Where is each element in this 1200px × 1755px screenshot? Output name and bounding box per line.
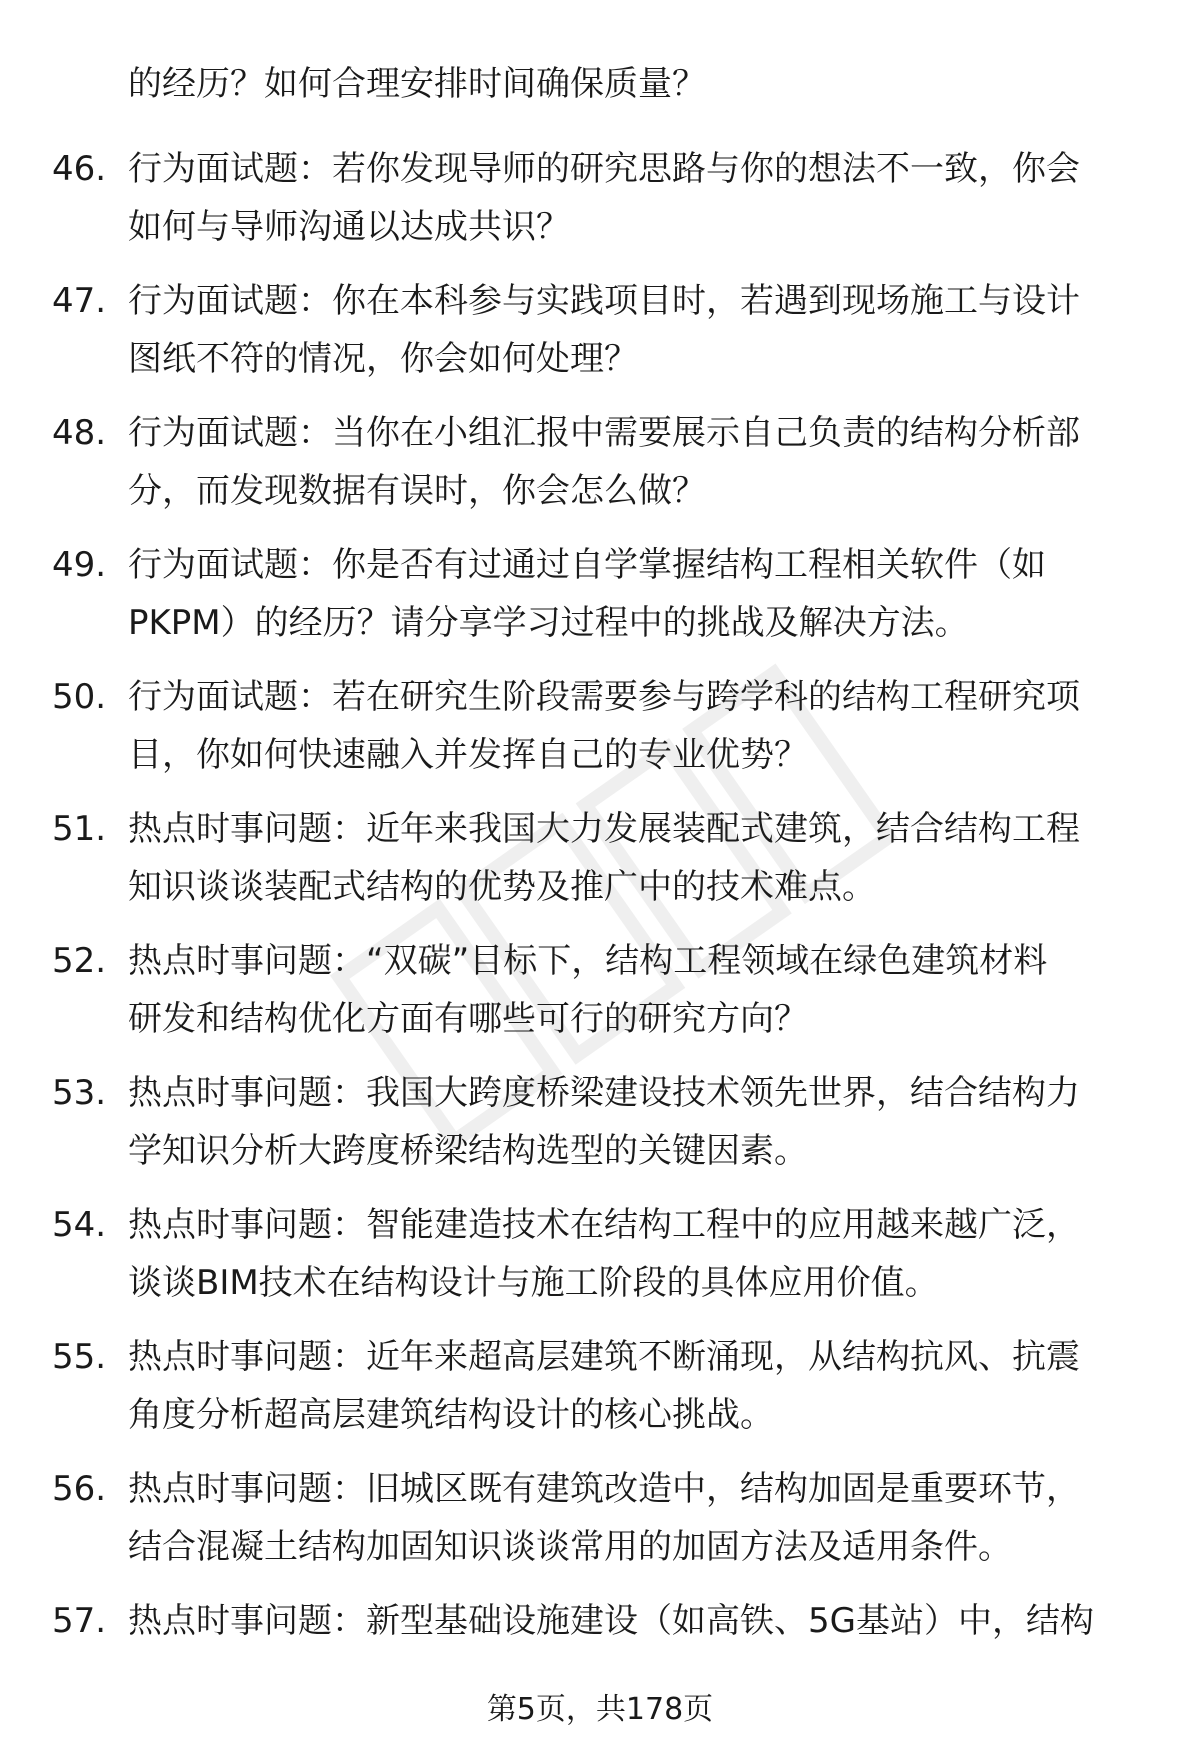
question-number: 48. (52, 413, 107, 453)
question-text (128, 1064, 1148, 1180)
question-text-line: 热点时事问题：我国大跨度桥梁建设技术领先世界，结合结构力 (128, 1073, 1080, 1113)
question-text-line: 角度分析超高层建筑结构设计的核心挑战。 (128, 1395, 774, 1435)
page-footer: 第5页，共178页 (486, 1692, 714, 1727)
question-number: 56. (52, 1469, 107, 1509)
question-list (0, 140, 1200, 1724)
question-text (128, 140, 1148, 256)
question-number: 50. (52, 677, 107, 717)
question-item (0, 932, 1200, 1064)
question-text (128, 932, 1148, 1048)
question-item (0, 800, 1200, 932)
question-text-line: 行为面试题：当你在小组汇报中需要展示自己负责的结构分析部 (128, 413, 1080, 453)
question-number: 46. (52, 149, 107, 189)
question-text-line: 热点时事问题：“双碳”目标下，结构工程领域在绿色建筑材料 (128, 941, 1048, 981)
question-number: 57. (52, 1601, 107, 1641)
question-text-line: 热点时事问题：近年来超高层建筑不断涌现，从结构抗风、抗震 (128, 1337, 1080, 1377)
question-text-line: 学知识分析大跨度桥梁结构选型的关键因素。 (128, 1131, 808, 1171)
question-text (128, 668, 1148, 784)
question-text-line: 热点时事问题：新型基础设施建设（如高铁、5G基站）中，结构 (128, 1601, 1094, 1641)
question-text (128, 800, 1148, 916)
question-text-line: 行为面试题：你是否有过通过自学掌握结构工程相关软件（如 (128, 545, 1046, 585)
question-text-line: 图纸不符的情况，你会如何处理？ (128, 339, 638, 379)
question-text-line: 行为面试题：若你发现导师的研究思路与你的想法不一致，你会 (128, 149, 1080, 189)
question-text (128, 536, 1148, 652)
question-number: 52. (52, 941, 107, 981)
question-item (0, 1196, 1200, 1328)
question-text (128, 1196, 1148, 1312)
question-text-line: 行为面试题：若在研究生阶段需要参与跨学科的结构工程研究项 (128, 677, 1080, 717)
question-text (128, 1328, 1148, 1444)
question-text-line: 热点时事问题：近年来我国大力发展装配式建筑，结合结构工程 (128, 809, 1080, 849)
continuation-text: 的经历？如何合理安排时间确保质量？ (128, 64, 706, 104)
question-item (0, 536, 1200, 668)
question-number: 55. (52, 1337, 107, 1377)
question-item (0, 1064, 1200, 1196)
question-number: 53. (52, 1073, 107, 1113)
question-item (0, 272, 1200, 404)
question-text-line: 热点时事问题：旧城区既有建筑改造中，结构加固是重要环节， (128, 1469, 1080, 1509)
question-text-line: 如何与导师沟通以达成共识？ (128, 207, 570, 247)
question-item (0, 140, 1200, 272)
question-number: 51. (52, 809, 107, 849)
question-text-line: 目，你如何快速融入并发挥自己的专业优势？ (128, 735, 808, 775)
question-item (0, 404, 1200, 536)
question-item (0, 1328, 1200, 1460)
question-text-line: 行为面试题：你在本科参与实践项目时，若遇到现场施工与设计 (128, 281, 1080, 321)
question-text (128, 1460, 1148, 1576)
question-text-line: 谈谈BIM技术在结构设计与施工阶段的具体应用价值。 (128, 1263, 939, 1303)
question-text-line: 结合混凝土结构加固知识谈谈常用的加固方法及适用条件。 (128, 1527, 1012, 1567)
question-text (128, 272, 1148, 388)
question-text-line: 热点时事问题：智能建造技术在结构工程中的应用越来越广泛， (128, 1205, 1080, 1245)
question-text-line: 研发和结构优化方面有哪些可行的研究方向？ (128, 999, 808, 1039)
question-number: 54. (52, 1205, 107, 1245)
question-number: 47. (52, 281, 107, 321)
question-text-line: 分，而发现数据有误时，你会怎么做？ (128, 471, 706, 511)
question-number: 49. (52, 545, 107, 585)
question-item (0, 668, 1200, 800)
question-item (0, 1460, 1200, 1592)
question-text-line: 知识谈谈装配式结构的优势及推广中的技术难点。 (128, 867, 876, 907)
question-text (128, 1592, 1148, 1650)
question-text-line: PKPM）的经历？请分享学习过程中的挑战及解决方法。 (128, 603, 969, 643)
question-text (128, 404, 1148, 520)
